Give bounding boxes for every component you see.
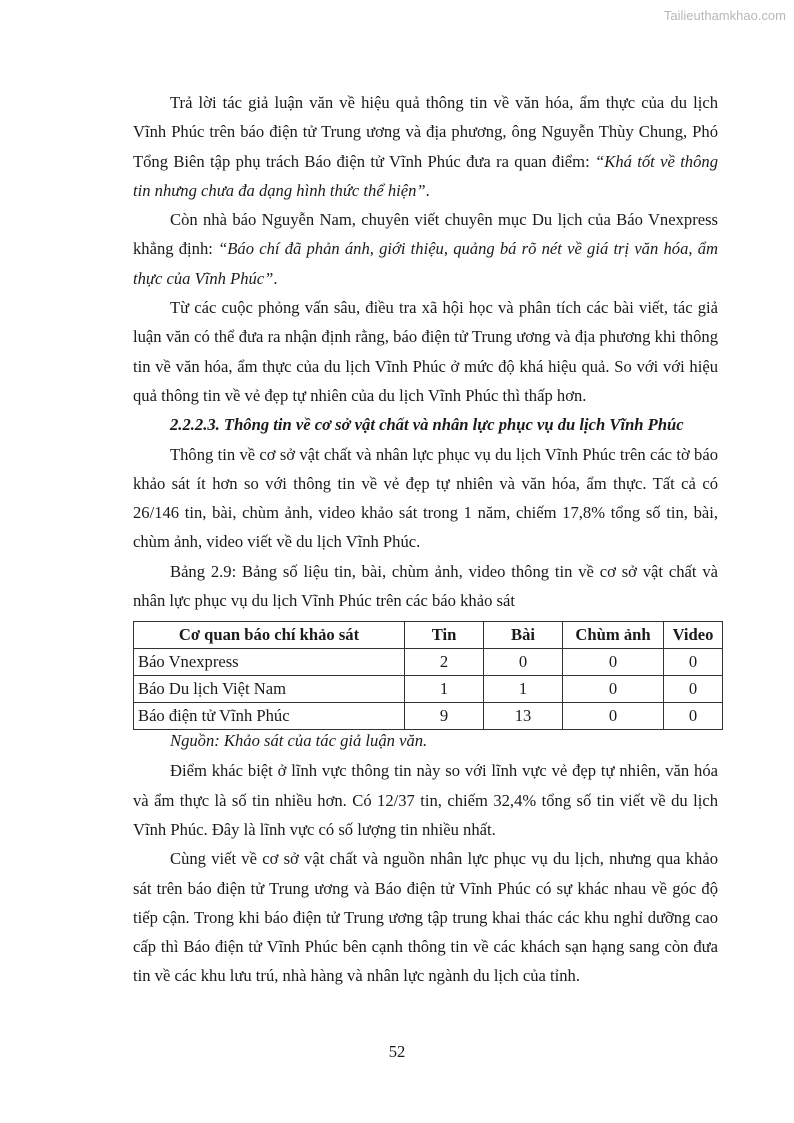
paragraph-1-text: Trả lời tác giả luận văn về hiệu quả thông tin về văn hóa, ẩm thực của du lịch Vĩnh Phúc trên báo điện tử Trung ương và địa phương, ông Nguyễn Thùy Chung, Phó Tổng Biên tập phụ trách Báo điện tử Vĩnh Phúc đưa ra quan điểm:	[133, 93, 718, 171]
table-cell: 0	[563, 676, 664, 703]
table-source: Nguồn: Khảo sát của tác giả luận văn.	[170, 731, 428, 751]
table-caption: Bảng 2.9: Bảng số liệu tin, bài, chùm ảnh, video thông tin về cơ sở vật chất và nhân lực phục vụ du lịch Vĩnh Phúc trên các báo khảo sát	[133, 561, 718, 611]
table-cell: 0	[563, 649, 664, 676]
watermark: Tailieuthamkhao.com	[663, 8, 786, 23]
header-bai: Bài	[484, 622, 563, 649]
paragraph-2-text: Còn nhà báo Nguyễn Nam, chuyên viết chuyên mục Du lịch của Báo Vnexpress khẳng định:	[133, 210, 718, 259]
table-cell: 13	[484, 703, 563, 730]
table-header-row	[134, 622, 723, 649]
paragraph-1-end: .	[425, 180, 430, 200]
paragraph-2-quote: “Báo chí đã phản ánh, giới thiệu, quảng bá rõ nét về giá trị văn hóa, ẩm thực của Vĩnh Phúc”	[133, 239, 718, 288]
table-cell: Báo Vnexpress	[134, 649, 405, 676]
table-cell: 0	[484, 649, 563, 676]
table-cell: Báo Du lịch Việt Nam	[134, 676, 405, 703]
table-cell: 9	[405, 703, 484, 730]
paragraph-2	[133, 205, 718, 293]
table-cell: Báo điện tử Vĩnh Phúc	[134, 703, 405, 730]
table-cell: 2	[405, 649, 484, 676]
data-table	[133, 621, 723, 730]
page-number: 52	[388, 1042, 406, 1061]
paragraph-6: Cùng viết về cơ sở vật chất và nguồn nhân lực phục vụ du lịch, nhưng qua khảo sát trên báo điện tử Trung ương và Báo điện tử Vĩnh Phúc có sự khác nhau về góc độ tiếp cận. Trong khi báo điện tử Trung ương tập trung khai thác các khu nghỉ dưỡng cao cấp thì Báo điện tử Vĩnh Phúc bên cạnh thông tin về các khách sạn hạng sang còn đưa tin về các khu lưu trú, nhà hàng và nhân lực ngành du lịch của tỉnh.	[133, 849, 718, 986]
header-chum-anh: Chùm ảnh	[563, 622, 664, 649]
header-tin: Tin	[405, 622, 484, 649]
paragraph-4: Thông tin về cơ sở vật chất và nhân lực phục vụ du lịch Vĩnh Phúc trên các tờ báo khảo sát ít hơn so với thông tin về vẻ đẹp tự nhiên và văn hóa, ẩm thực. Tất cả có 26/146 tin, bài, chùm ảnh, video khảo sát trong 1 năm, chiếm 17,8% tổng số tin, bài, chùm ảnh, video viết về du lịch Vĩnh Phúc.	[133, 444, 718, 552]
section-heading: 2.2.2.3. Thông tin về cơ sở vật chất và nhân lực phục vụ du lịch Vĩnh Phúc	[170, 415, 684, 435]
paragraph-5: Điểm khác biệt ở lĩnh vực thông tin này so với lĩnh vực vẻ đẹp tự nhiên, văn hóa và ẩm thực là số tin nhiều hơn. Có 12/37 tin, chiếm 32,4% tổng số tin viết về du lịch Vĩnh Phúc. Đây là lĩnh vực có số lượng tin nhiều nhất.	[133, 761, 718, 839]
table-cell: 0	[563, 703, 664, 730]
header-video: Video	[664, 622, 723, 649]
table-row	[134, 676, 723, 703]
paragraph-1-quote: “Khá tốt về thông tin nhưng chưa đa dạng hình thức thể hiện”	[133, 151, 718, 200]
page-content	[133, 88, 718, 991]
paragraph-2-end: .	[273, 268, 278, 288]
table-row	[134, 703, 723, 730]
paragraph-3: Từ các cuộc phỏng vấn sâu, điều tra xã hội học và phân tích các bài viết, tác giả luận văn có thể đưa ra nhận định rằng, báo điện tử Trung ương và địa phương khi thông tin về văn hóa, ẩm thực của du lịch Vĩnh Phúc ở mức độ khá hiệu quả. So với với hiệu quả thông tin về vẻ đẹp tự nhiên của du lịch Vĩnh Phúc thì thấp hơn.	[133, 298, 718, 405]
header-agency: Cơ quan báo chí khảo sát	[134, 622, 405, 649]
table-cell: 1	[405, 676, 484, 703]
table-cell: 1	[484, 676, 563, 703]
table-row	[134, 649, 723, 676]
table-cell: 0	[664, 649, 723, 676]
table-cell: 0	[664, 703, 723, 730]
paragraph-1	[133, 88, 718, 205]
table-cell: 0	[664, 676, 723, 703]
